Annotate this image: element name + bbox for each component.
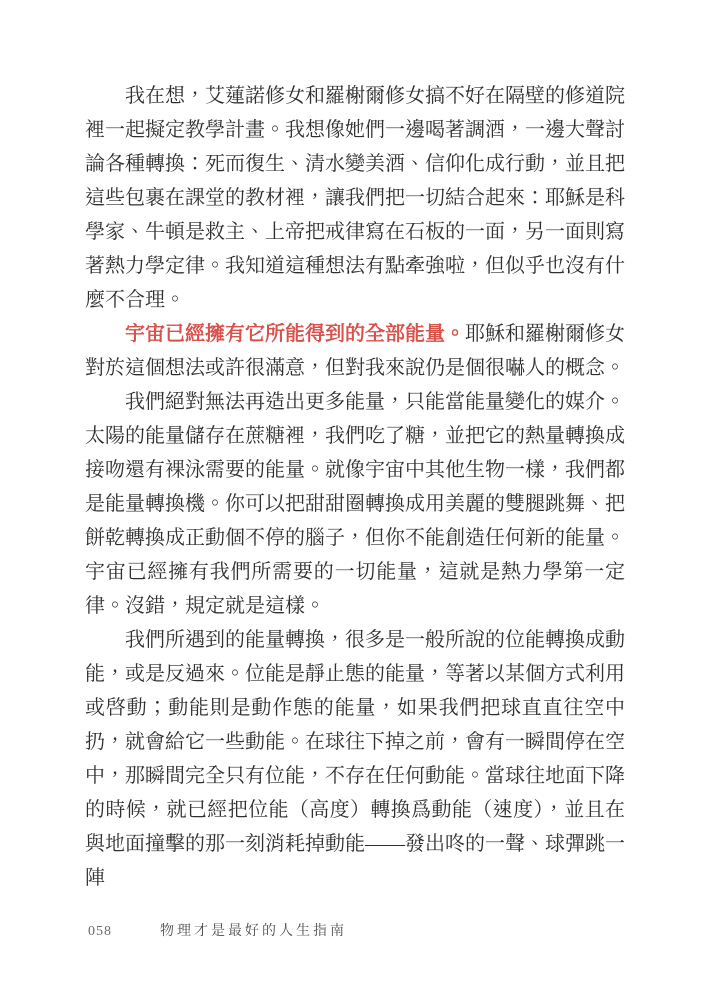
paragraph-3	[85, 385, 625, 623]
book-title: 物理才是最好的人生指南	[160, 924, 347, 939]
highlight-sentence: 宇宙已經擁有它所能得到的全部能量。	[125, 323, 465, 345]
paragraph-1-text: 我在想，艾蓮諾修女和羅榭爾修女搞不好在隔壁的修道院裡一起擬定教學計畫。我想像她們一邊喝著調酒，一邊大聲討論各種轉換：死而復生、清水變美酒、信仰化成行動，並且把這些包裹在課堂的教材裡，讓我們把一切結合起來：耶穌是科學家、牛頓是救主、上帝把戒律寫在石板的一面，另一面則寫著熱力學定律。我知道這種想法有點牽強啦，但似乎也沒有什麼不合理。	[85, 85, 625, 311]
paragraph-2	[85, 317, 625, 385]
page-footer	[88, 920, 347, 940]
paragraph-4-text: 我們所遇到的能量轉換，很多是一般所說的位能轉換成動能，或是反過來。位能是靜止態的能量，等著以某個方式利用或啓動；動能則是動作態的能量，如果我們把球直直往空中扔，就會給它一些動能。在球往下掉之前，會有一瞬間停在空中，那瞬間完全只有位能，不存在任何動能。當球往地面下降的時候，就已經把位能（高度）轉換爲動能（速度），並且在與地面撞擊的那一刻消耗掉動能——發出咚的一聲、球彈跳一陣	[85, 629, 625, 889]
text-block	[85, 79, 625, 895]
paragraph-2-text: 耶穌和羅榭爾修女對於這個想法或許很滿意，但對我來說仍是個很嚇人的概念。	[85, 323, 625, 379]
paragraph-4	[85, 623, 625, 895]
page-number: 058	[88, 924, 112, 939]
paragraph-1	[85, 79, 625, 317]
paragraph-3-text: 我們絕對無法再造出更多能量，只能當能量變化的媒介。太陽的能量儲存在蔗糖裡，我們吃了糖，並把它的熱量轉換成接吻還有裸泳需要的能量。就像宇宙中其他生物一樣，我們都是能量轉換機。你可以把甜甜圈轉換成用美麗的雙腿跳舞、把餅乾轉換成正動個不停的腦子，但你不能創造任何新的能量。宇宙已經擁有我們所需要的一切能量，這就是熱力學第一定律。沒錯，規定就是這樣。	[85, 391, 625, 617]
